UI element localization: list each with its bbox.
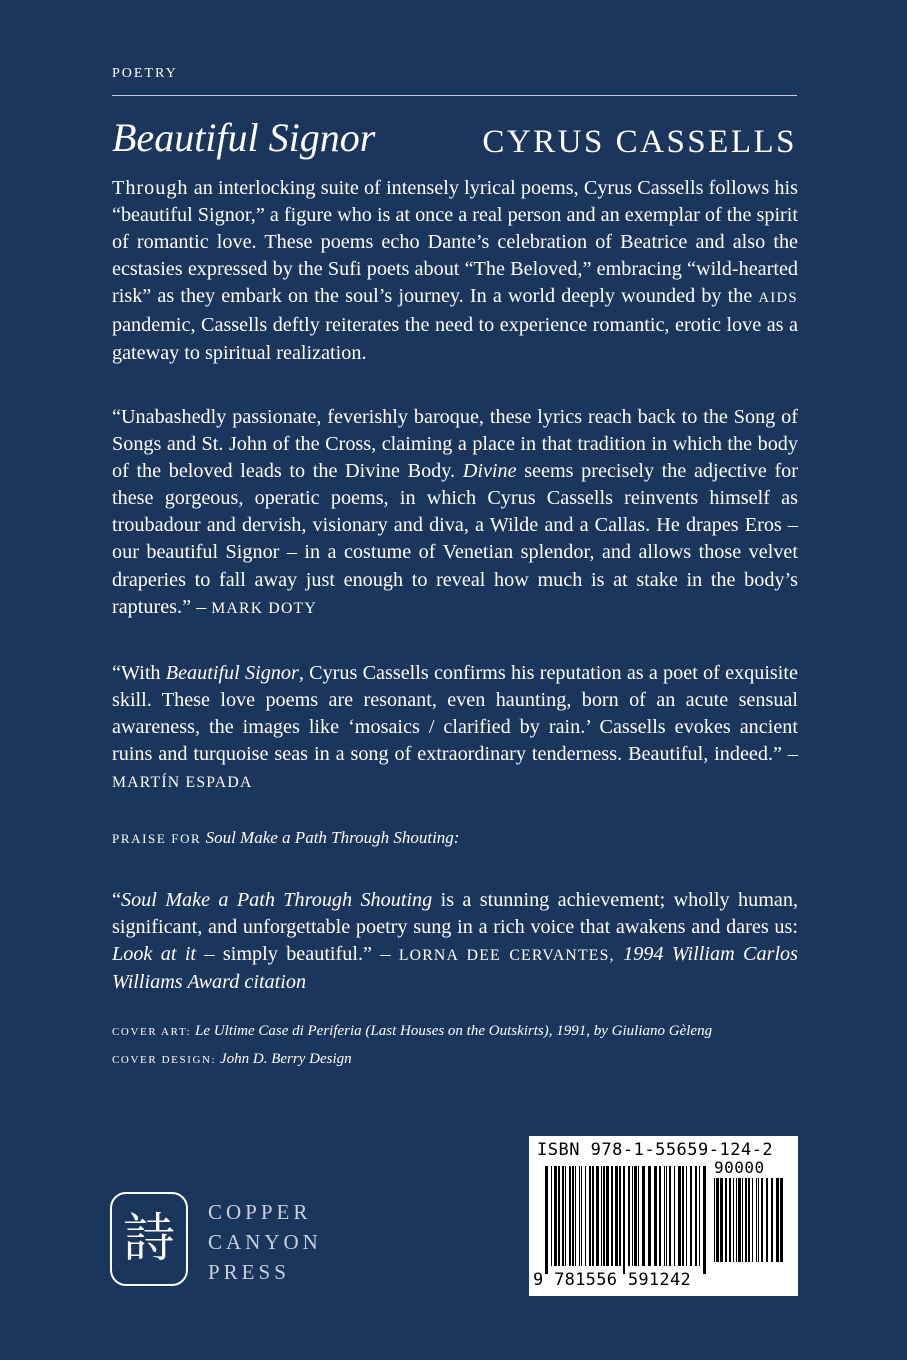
barcode-stripe: [674, 1166, 675, 1266]
header-rule: [112, 95, 797, 96]
quote-espada-book: Beautiful Signor: [165, 662, 299, 684]
barcode-addon-bars-icon: [714, 1178, 788, 1270]
barcode-stripe: [695, 1166, 697, 1266]
barcode-stripe: [601, 1166, 602, 1266]
book-title: Beautiful Signor: [112, 115, 376, 160]
barcode-stripe: [699, 1166, 700, 1266]
barcode-stripe: [766, 1178, 768, 1262]
barcode-stripe: [678, 1166, 681, 1266]
barcode-stripe: [558, 1166, 560, 1266]
barcode-stripe: [752, 1178, 753, 1262]
barcode-stripe: [748, 1178, 750, 1262]
barcode-stripe: [738, 1178, 741, 1262]
barcode-stripe: [648, 1166, 651, 1266]
quote-doty: [112, 404, 798, 622]
barcode-stripe: [638, 1166, 639, 1266]
cover-art-label: COVER ART:: [112, 1026, 192, 1038]
barcode-stripe: [606, 1166, 609, 1266]
barcode-stripe: [596, 1166, 599, 1266]
barcode-stripe: [581, 1166, 582, 1266]
barcode-stripe: [642, 1166, 645, 1266]
barcode-stripe: [714, 1178, 715, 1262]
description-text: an interlocking suite of intensely lyrical poems, Cyrus Cassells follows his “beautiful Signor,” a figure who is at once a real person and an exemplar of the spirit of romantic love. These poems echo Dante’s celebration of Beatrice and also the ecstasies expressed by the Sufi poets about “The Beloved,” embracing “wild-hearted risk” as they embark on the soul’s journey. In a world deeply wounded by the: [112, 177, 798, 308]
barcode-stripe: [758, 1178, 759, 1262]
praise-book: Soul Make a Path Through Shouting:: [205, 828, 460, 847]
barcode-panel: [529, 1136, 798, 1296]
cover-design-label: COVER DESIGN:: [112, 1054, 217, 1066]
barcode-stripe: [716, 1178, 719, 1262]
barcode-bars-icon: [545, 1166, 709, 1274]
quote-espada-text: “With: [112, 662, 166, 684]
barcode-stripe: [669, 1166, 671, 1266]
barcode-stripe: [554, 1166, 557, 1266]
barcode-stripe: [634, 1166, 637, 1266]
barcode-stripe: [654, 1166, 657, 1266]
quote-cervantes: [112, 887, 798, 996]
barcode-stripe: [720, 1178, 723, 1262]
quote-espada: [112, 660, 798, 796]
aids-term: AIDS: [758, 290, 798, 307]
quote-cervantes-book: Soul Make a Path Through Shouting: [120, 889, 433, 911]
barcode-stripe: [565, 1166, 566, 1266]
publisher-logo: [110, 1192, 188, 1286]
category-label: POETRY: [112, 66, 178, 81]
book-description: [112, 175, 798, 367]
quote-cervantes-attribution: LORNA DEE CERVANTES,: [398, 947, 615, 965]
quote-cervantes-open: “: [112, 889, 121, 911]
barcode-stripe: [703, 1166, 706, 1274]
barcode-stripe: [628, 1166, 630, 1266]
barcode-stripe: [603, 1166, 605, 1266]
barcode-stripe: [592, 1166, 594, 1266]
barcode-stripe: [551, 1166, 552, 1266]
barcode-stripe: [756, 1178, 757, 1262]
publisher-name: [208, 1197, 322, 1287]
barcode-stripe: [776, 1178, 779, 1262]
quote-cervantes-look: Look at it: [112, 943, 197, 966]
barcode-stripe: [572, 1166, 574, 1266]
barcode-stripe: [575, 1166, 576, 1266]
barcode-stripe: [569, 1166, 571, 1266]
barcode-stripe: [611, 1166, 613, 1266]
barcode-stripe: [729, 1178, 731, 1262]
cover-art-year: , 1991, by Giuliano Gèleng: [548, 1023, 713, 1039]
barcode-stripe: [562, 1166, 564, 1266]
barcode-stripe: [686, 1166, 687, 1266]
barcode-stripe: [615, 1166, 618, 1266]
barcode-stripe: [589, 1166, 591, 1266]
publisher-name-line: CANYON: [208, 1230, 322, 1254]
barcode-stripe: [619, 1166, 621, 1266]
barcode-stripe: [545, 1166, 548, 1274]
barcode-stripe: [682, 1166, 684, 1266]
barcode-stripe: [736, 1178, 737, 1262]
barcode-stripe: [733, 1178, 734, 1262]
barcode-stripe: [725, 1178, 727, 1262]
barcode-stripe: [585, 1166, 586, 1266]
cover-art-value: Le Ultime Case di Periferia (Last Houses on the Outskirts): [195, 1023, 549, 1039]
quote-doty-text: “Unabashedly passionate, feverishly baroque, these lyrics reach back to the Song of Songs and St. John of the Cross, claiming a place in that tradition in which the body of the beloved leads to the Divine Body.: [112, 406, 798, 483]
quote-cervantes-text: is a stunning achievement; wholly human, significant, and unforgettable poetry sung in a rich voice that awakens and dares us:: [112, 889, 798, 939]
ean-text: 9 781556 591242: [533, 1270, 692, 1290]
quote-espada-text-end: , Cyrus Cassells confirms his reputation as a poet of exquisite skill. These love poems are resonant, even haunting, born of an acute sensual awareness, the images like ‘mosaics / clarified by rain.’ Cassells evokes ancient ruins and turquoise seas in a song of extraordinary tenderness. Beautiful, indeed.” –: [112, 662, 798, 766]
barcode-stripe: [761, 1178, 763, 1262]
quote-doty-text-end: seems precisely the adjective for these gorgeous, operatic poems, in which Cyrus Cassells reinvents himself as troubadour and dervish, visionary and diva, a Wilde and a Callas. He drapes Eros – our beautiful Signor – in a costume of Venetian splendor, and allows those velvet draperies to fall away just enough to reveal how much is at stake in the body’s raptures.” –: [112, 460, 798, 618]
barcode-stripe: [690, 1166, 692, 1266]
publisher-logo-icon: 詩: [122, 1209, 175, 1269]
barcode-stripe: [579, 1166, 580, 1266]
description-text-end: pandemic, Cassells deftly reiterates the need to experience romantic, erotic love as a gateway to spiritual realization.: [112, 314, 798, 364]
praise-heading: [112, 828, 459, 848]
cover-design-value: John D. Berry Design: [219, 1051, 352, 1067]
barcode-addon-number: 90000: [714, 1158, 765, 1177]
description-lead: Through: [112, 177, 189, 199]
cover-design-credit: [112, 1046, 812, 1073]
quote-espada-attribution: MARTÍN ESPADA: [112, 774, 253, 792]
publisher-name-line: PRESS: [208, 1260, 290, 1284]
author-name: CYRUS CASSELLS: [482, 124, 797, 160]
quote-doty-attribution: MARK DOTY: [211, 599, 317, 617]
publisher-name-line: COPPER: [208, 1200, 312, 1224]
barcode-stripe: [742, 1178, 743, 1262]
quote-cervantes-text-end: – simply beautiful.” –: [196, 943, 399, 966]
barcode-stripe: [745, 1178, 747, 1262]
barcode-stripe: [632, 1166, 633, 1266]
cover-art-credit: [112, 1018, 812, 1045]
barcode-stripe: [780, 1178, 783, 1262]
barcode-stripe: [664, 1166, 665, 1266]
barcode-stripe: [623, 1166, 625, 1274]
isbn-text: ISBN 978-1-55659-124-2: [537, 1140, 774, 1160]
quote-doty-divine: Divine: [462, 460, 517, 483]
barcode-stripe: [659, 1166, 661, 1266]
barcode-stripe: [771, 1178, 773, 1262]
praise-label: PRAISE FOR: [112, 831, 202, 846]
quote-cervantes-award: 1994 William Carlos Williams Award citation: [112, 943, 798, 994]
barcode-stripe: [666, 1166, 667, 1266]
